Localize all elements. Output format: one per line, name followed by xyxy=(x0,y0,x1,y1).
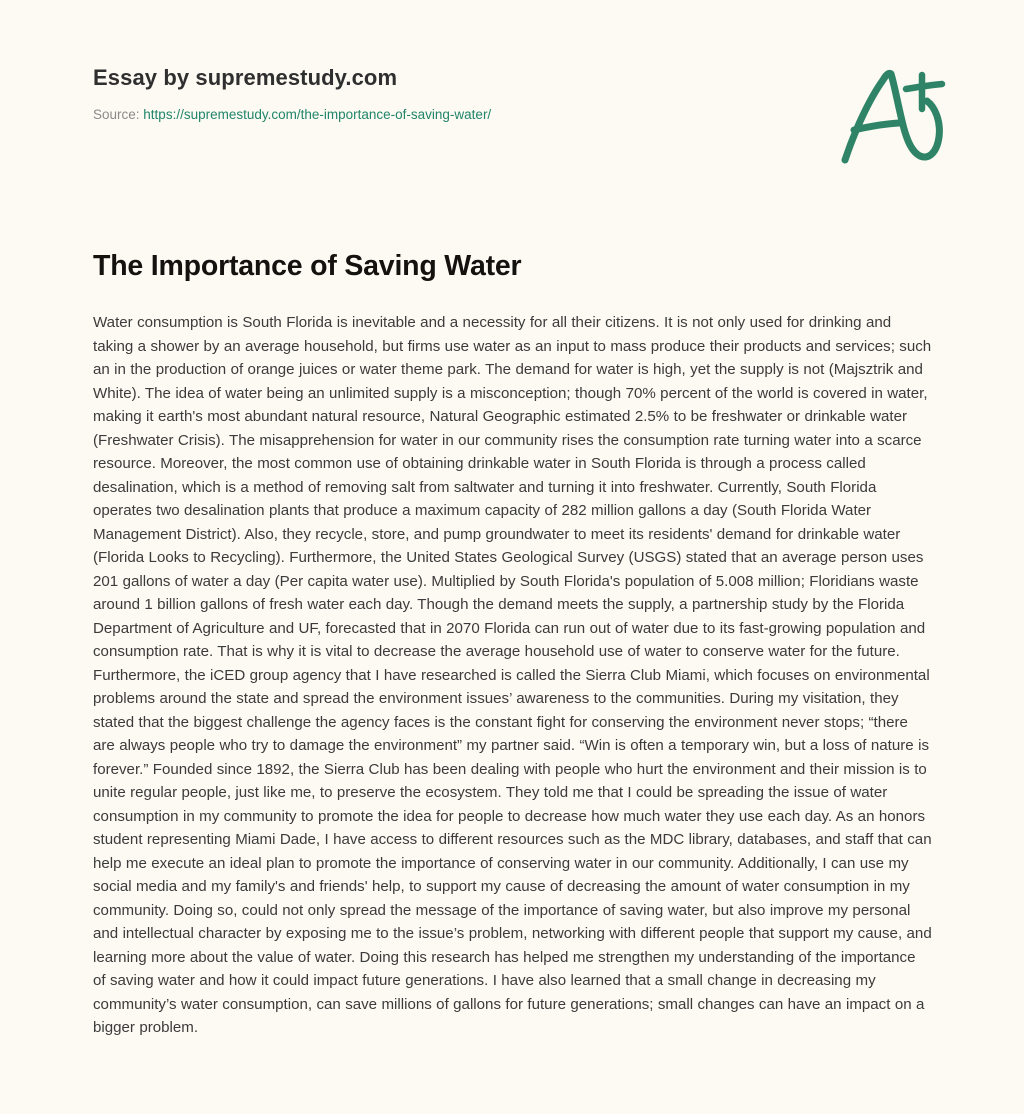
source-line xyxy=(93,106,793,124)
brand-title: Essay by supremestudy.com xyxy=(93,65,398,90)
a-plus-logo-icon xyxy=(832,57,950,169)
page-title: The Importance of Saving Water xyxy=(93,250,522,282)
brand-block xyxy=(93,64,793,124)
source-label: Source: xyxy=(93,107,140,122)
essay-paragraph: Water consumption is South Florida is inevitable and a necessity for all their citizens. It is not only used for drinking and taking a shower by an average household, but firms use water as an input to mass produce their products and services; such an in the production of orange juices or water theme park. The demand for water is high, yet the supply is not (Majsztrik and White). The idea of water being an unlimited supply is a misconception; though 70% percent of the world is covered in water, making it earth's most abundant natural resource, Natural Geographic estimated 2.5% to be freshwater or drinkable water (Freshwater Crisis). The misapprehension for water in our community rises the consumption rate turning water into a scarce resource. Moreover, the most common use of obtaining drinkable water in South Florida is through a process called desalination, which is a method of removing salt from saltwater and turning it into freshwater. Currently, South Florida operates two desalination plants that produce a maximum capacity of 282 million gallons a day (South Florida Water Management District). Also, they recycle, store, and pump groundwater to meet its residents' demand for drinkable water (Florida Looks to Recycling). Furthermore, the United States Geological Survey (USGS) stated that an average person uses 201 gallons of water a day (Per capita water use). Multiplied by South Florida's population of 5.008 million; Floridians waste around 1 billion gallons of fresh water each day. Though the demand meets the supply, a partnership study by the Florida Department of Agriculture and UF, forecasted that in 2070 Florida can run out of water due to its fast-growing population and consumption rate. That is why it is vital to decrease the average household use of water to conserve water for the future. Furthermore, the iCED group agency that I have researched is called the Sierra Club Miami, which focuses on environmental problems around the state and spread the environment issues’ awareness to the communities. During my visitation, they stated that the biggest challenge the agency faces is the constant fight for conserving the environment never stops; “there are always people who try to damage the environment” my partner said. “Win is often a temporary win, but a loss of nature is forever.” Founded since 1892, the Sierra Club has been dealing with people who hurt the environment and their mission is to unite regular people, just like me, to preserve the ecosystem. They told me that I could be spreading the issue of water consumption in my community to promote the idea for people to decrease how much water they use each day. As an honors student representing Miami Dade, I have access to different resources such as the MDC library, databases, and staff that can help me execute an ideal plan to promote the importance of conserving water in our community. Additionally, I can use my social media and my family's and friends' help, to support my cause of decreasing the amount of water consumption in my community. Doing so, could not only spread the message of the importance of saving water, but also improve my personal and intellectual character by exposing me to the issue’s problem, networking with different people that support my cause, and learning more about the value of water. Doing this research has helped me strengthen my understanding of the importance of saving water and how it could impact future generations. I have also learned that a small change in decreasing my community’s water consumption, can save millions of gallons for future generations; small changes can have an impact on a bigger problem. xyxy=(93,314,932,1036)
source-url-link[interactable]: https://supremestudy.com/the-importance-of-saving-water/ xyxy=(143,107,492,122)
essay-body xyxy=(93,311,932,1040)
a-plus-logo xyxy=(832,57,950,169)
page-header xyxy=(0,0,1024,200)
